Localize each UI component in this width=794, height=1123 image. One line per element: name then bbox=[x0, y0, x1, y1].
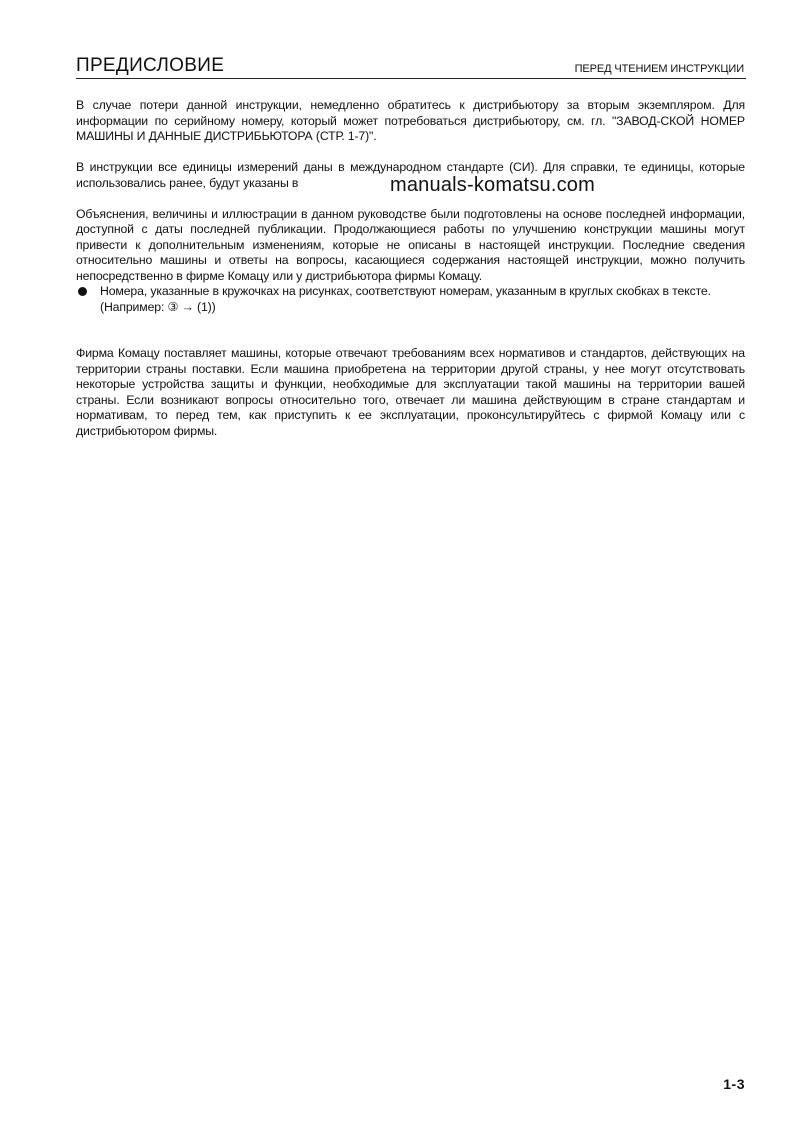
paragraph-units: В инструкции все единицы измерений даны в международном стандарте (СИ). Для справки, те единицы, которые использовались ранее, будут указаны в bbox=[76, 160, 745, 190]
section-title: ПЕРЕД ЧТЕНИЕМ ИНСТРУКЦИИ bbox=[574, 63, 744, 75]
page-header bbox=[76, 54, 746, 79]
paragraph-explanations: Объяснения, величины и иллюстрации в данном руководстве были подготовлены на основе последней информации, доступной с даты последней публикации. Продолжающиеся работы по улучшению конструкции машины могут привести к дополнительным изменениям, которые не описаны в настоящей инструкции. Последние сведения относительно машины и ответы на вопросы, касающиеся содержания настоящей инструкции, можно получить непосредственно в фирме Комацу или у дистрибьютора фирмы Комацу. bbox=[76, 206, 745, 283]
bullet-dot-icon bbox=[78, 287, 87, 296]
bullet-item bbox=[76, 284, 745, 300]
page-title: ПРЕДИСЛОВИЕ bbox=[76, 55, 225, 76]
example-line: (Например: ③ → (1)) bbox=[100, 299, 216, 314]
watermark: manuals-komatsu.com bbox=[387, 174, 598, 197]
paragraph-lost-manual: В случае потери данной инструкции, немедленно обратитесь к дистрибьютору за вторым экземпляром. Для информации по серийному номеру, который может потребоваться дистрибьютору, см. гл. "ЗАВОД-СКОЙ НОМЕР МАШИНЫ И ДАННЫЕ ДИСТРИБЬЮТОРА (СТР. 1-7)". bbox=[76, 98, 745, 143]
paragraph-standards: Фирма Комацу поставляет машины, которые отвечают требованиям всех нормативов и стандартов, действующих на территории страны поставки. Если машина приобретена на территории другой страны, у нее могут отсутствовать некоторые устройства защиты и функции, необходимые для эксплуатации такой машины на территории вашей страны. Если возникают вопросы относительно того, отвечает ли машина действующим в стране стандартам и нормативам, то перед тем, как приступить к ее эксплуатации, проконсультируйтесь с фирмой Комацу или с дистрибьютором фирмы. bbox=[76, 346, 745, 438]
page-body bbox=[76, 98, 745, 439]
page-number: 1-3 bbox=[723, 1076, 745, 1092]
bullet-text: Номера, указанные в кружочках на рисунках, соответствуют номерам, указанным в круглых скобках в тексте. bbox=[100, 284, 711, 298]
